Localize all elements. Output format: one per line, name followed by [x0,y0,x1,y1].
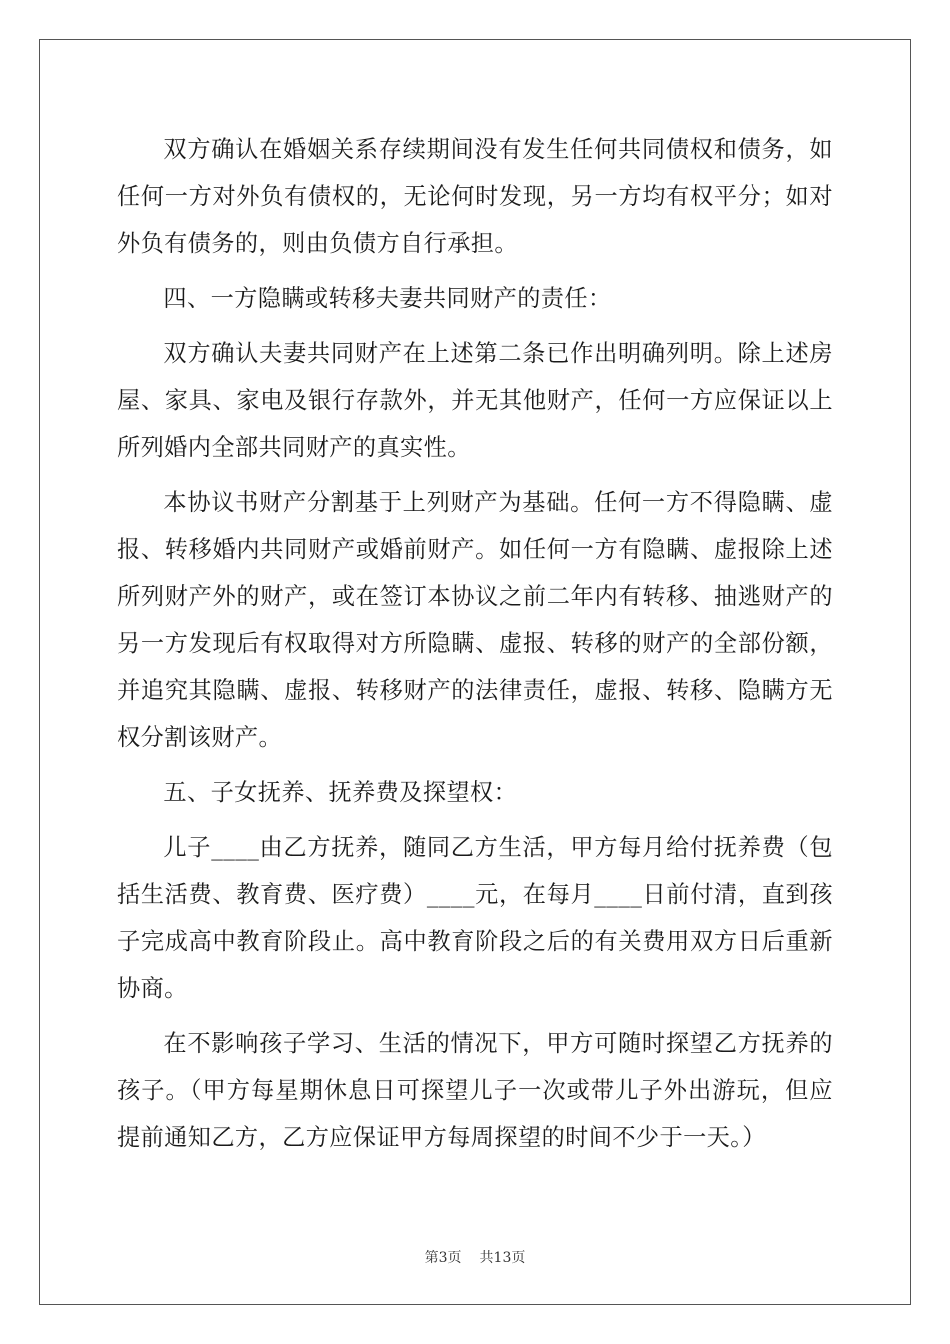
document-body [117,126,833,1161]
section-heading-concealment: 四、一方隐瞒或转移夫妻共同财产的责任： [163,285,612,312]
current-page-number: 第3页 [424,1250,462,1266]
paragraph-joint-property: 双方确认夫妻共同财产在上述第二条已作出明确列明。除上述房屋、家具、家电及银行存款外，并无其他财产，任何一方应保证以上所列婚内全部共同财产的真实性。 [117,340,833,461]
paragraph-property-division: 本协议书财产分割基于上列财产为基础。任何一方不得隐瞒、虚报、转移婚内共同财产或婚前财产。如任何一方有隐瞒、虚报除上述所列财产外的财产，或在签订本协议之前二年内有转移、抽逃财产的另一方发现后有权取得对方所隐瞒、虚报、转移的财产的全部份额，并追究其隐瞒、虚报、转移财产的法律责任，虚报、转移、隐瞒方无权分割该财产。 [117,489,833,751]
section-heading-child-custody: 五、子女抚养、抚养费及探望权： [163,779,518,806]
paragraph-debts: 双方确认在婚姻关系存续期间没有发生任何共同债权和债务，如任何一方对外负有债权的，无论何时发现，另一方均有权平分；如对外负有债务的，则由负债方自行承担。 [117,136,833,257]
total-pages: 共13页 [479,1250,526,1266]
paragraph-visitation: 在不影响孩子学习、生活的情况下，甲方可随时探望乙方抚养的孩子。（甲方每星期休息日可探望儿子一次或带儿子外出游玩，但应提前通知乙方，乙方应保证甲方每周探望的时间不少于一天。） [117,1030,833,1151]
page-footer [0,1247,950,1267]
paragraph-child-support: 儿子____由乙方抚养，随同乙方生活，甲方每月给付抚养费（包括生活费、教育费、医疗费）____元，在每月____日前付清，直到孩子完成高中教育阶段止。高中教育阶段之后的有关费用双方日后重新协商。 [117,834,833,1002]
